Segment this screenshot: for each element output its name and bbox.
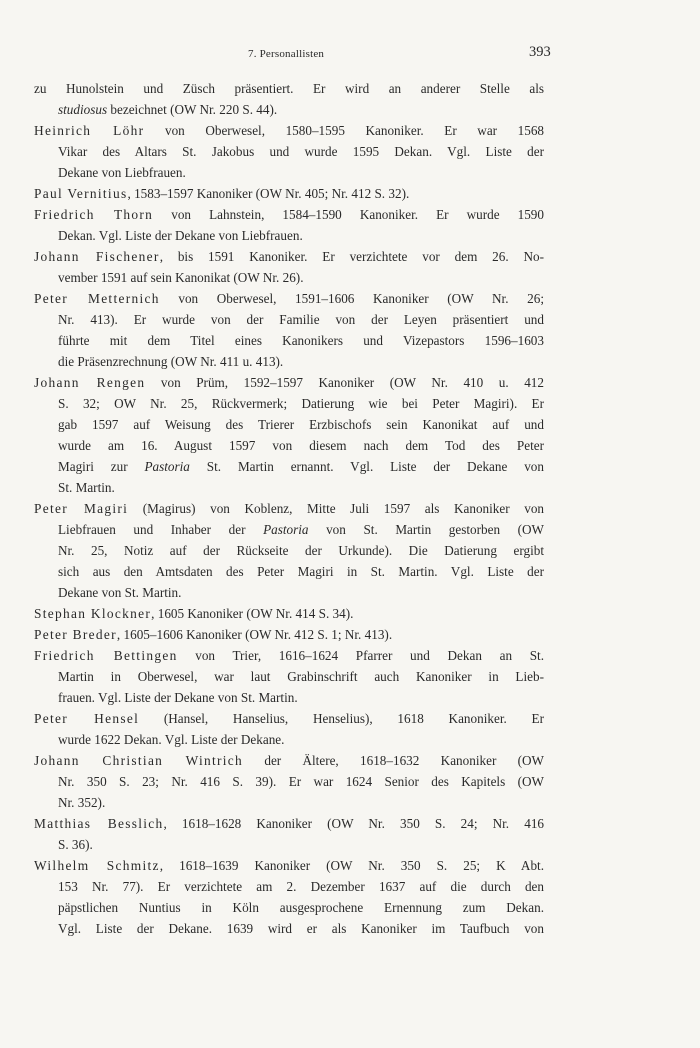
text-line: wurde am 16. August 1597 von diesem nach dem Tod des Peter [58, 438, 544, 453]
text-line: Stephan Klockner, 1605 Kanoniker (OW Nr. 414 S. 34). [34, 606, 354, 621]
text-line: Peter Hensel (Hansel, Hanselius, Henselius), 1618 Kanoniker. Er [34, 711, 544, 726]
text-line: päpstlichen Nuntius in Köln ausgesprochene Ernennung zum Dekan. [58, 900, 544, 915]
person-name: Friedrich Bettingen [34, 648, 178, 663]
text-line: Vikar des Altars St. Jakobus und wurde 1595 Dekan. Vgl. Liste der [58, 144, 544, 159]
text-line: Dekane von Liebfrauen. [58, 165, 186, 180]
body-text [0, 78, 700, 939]
text-line: wurde 1622 Dekan. Vgl. Liste der Dekane. [58, 732, 285, 747]
text-line: Peter Metternich von Oberwesel, 1591–1606 Kanoniker (OW Nr. 26; [34, 291, 544, 306]
text-line: Peter Breder, 1605–1606 Kanoniker (OW Nr. 412 S. 1; Nr. 413). [34, 627, 393, 642]
text-line: S. 36). [58, 837, 93, 852]
text-line: Dekane von St. Martin. [58, 585, 182, 600]
person-name: Peter Magiri [34, 501, 129, 516]
text-line: Paul Vernitius, 1583–1597 Kanoniker (OW Nr. 405; Nr. 412 S. 32). [34, 186, 410, 201]
text-line: S. 32; OW Nr. 25, Rückvermerk; Datierung wie bei Peter Magiri). Er [58, 396, 544, 411]
text-line: führte mit dem Titel eines Kanonikers und Vizepastors 1596–1603 [58, 333, 544, 348]
text-line: Peter Magiri (Magirus) von Koblenz, Mitte Juli 1597 als Kanoniker von [34, 501, 545, 516]
person-name: Johann Fischener [34, 249, 160, 264]
entry [0, 624, 700, 645]
person-name: Heinrich Löhr [34, 123, 145, 138]
entry [0, 855, 700, 939]
text-line: Heinrich Löhr von Oberwesel, 1580–1595 Kanoniker. Er war 1568 [34, 123, 545, 138]
entry [0, 750, 700, 813]
text-line: studiosus bezeichnet (OW Nr. 220 S. 44). [58, 102, 278, 117]
entry [0, 645, 700, 708]
text-line: Liebfrauen und Inhaber der Pastoria von St. Martin gestorben (OW [58, 522, 544, 537]
entry [0, 246, 700, 288]
person-name: Peter Breder [34, 627, 117, 642]
entry [0, 813, 700, 855]
text-line: Martin in Oberwesel, war laut Grabinschrift auch Kanoniker in Lieb- [58, 669, 544, 684]
text-line: Wilhelm Schmitz, 1618–1639 Kanoniker (OW Nr. 350 S. 25; K Abt. [34, 858, 544, 873]
entry [0, 288, 700, 372]
text-line: Matthias Besslich, 1618–1628 Kanoniker (OW Nr. 350 S. 24; Nr. 416 [34, 816, 545, 831]
running-head [0, 44, 700, 64]
person-name: Friedrich Thorn [34, 207, 154, 222]
text-line: Nr. 352). [58, 795, 106, 810]
text-line: gab 1597 auf Weisung des Trierer Erzbischofs sein Kanonikat auf und [58, 417, 544, 432]
text-line: Friedrich Bettingen von Trier, 1616–1624 Pfarrer und Dekan an St. [34, 648, 544, 663]
text-line: Friedrich Thorn von Lahnstein, 1584–1590 Kanoniker. Er wurde 1590 [34, 207, 544, 222]
text-line: 153 Nr. 77). Er verzichtete am 2. Dezember 1637 auf die durch den [58, 879, 544, 894]
text-line: Nr. 25, Notiz auf der Rückseite der Urkunde). Die Datierung ergibt [58, 543, 544, 558]
entry [0, 603, 700, 624]
text-line: die Präsenzrechnung (OW Nr. 411 u. 413). [58, 354, 284, 369]
person-name: Wilhelm Schmitz [34, 858, 160, 873]
text-line: vember 1591 auf sein Kanonikat (OW Nr. 26). [58, 270, 304, 285]
text-line: Nr. 350 S. 23; Nr. 416 S. 39). Er war 1624 Senior des Kapitels (OW [58, 774, 544, 789]
text-line: Dekan. Vgl. Liste der Dekane von Liebfrauen. [58, 228, 303, 243]
person-name: Peter Hensel [34, 711, 140, 726]
person-name: Paul Vernitius [34, 186, 128, 201]
entry [0, 204, 700, 246]
entry-continuation [0, 78, 700, 120]
text-line: frauen. Vgl. Liste der Dekane von St. Martin. [58, 690, 298, 705]
chapter-title: 7. Personallisten [248, 48, 325, 60]
person-name: Johann Rengen [34, 375, 146, 390]
text-line: Magiri zur Pastoria St. Martin ernannt. Vgl. Liste der Dekane von [58, 459, 544, 474]
entry [0, 120, 700, 183]
person-name: Peter Metternich [34, 291, 160, 306]
text-line: zu Hunolstein und Züsch präsentiert. Er wird an anderer Stelle als [34, 81, 544, 96]
entry [0, 498, 700, 603]
entry [0, 708, 700, 750]
text-line: Johann Fischener, bis 1591 Kanoniker. Er verzichtete vor dem 26. No- [34, 249, 544, 264]
page-number: 393 [529, 44, 551, 60]
person-name: Johann Christian Wintrich [34, 753, 244, 768]
text-line: St. Martin. [58, 480, 115, 495]
person-name: Stephan Klockner [34, 606, 152, 621]
text-line: Nr. 413). Er wurde von der Familie von der Leyen präsentiert und [58, 312, 544, 327]
person-name: Matthias Besslich [34, 816, 164, 831]
text-line: Johann Rengen von Prüm, 1592–1597 Kanoniker (OW Nr. 410 u. 412 [34, 375, 544, 390]
text-line: Johann Christian Wintrich der Ältere, 1618–1632 Kanoniker (OW [34, 753, 544, 768]
text-line: sich aus den Amtsdaten des Peter Magiri in St. Martin. Vgl. Liste der [58, 564, 544, 579]
text-line: Vgl. Liste der Dekane. 1639 wird er als Kanoniker im Taufbuch von [58, 921, 544, 936]
entry [0, 372, 700, 498]
entry [0, 183, 700, 204]
